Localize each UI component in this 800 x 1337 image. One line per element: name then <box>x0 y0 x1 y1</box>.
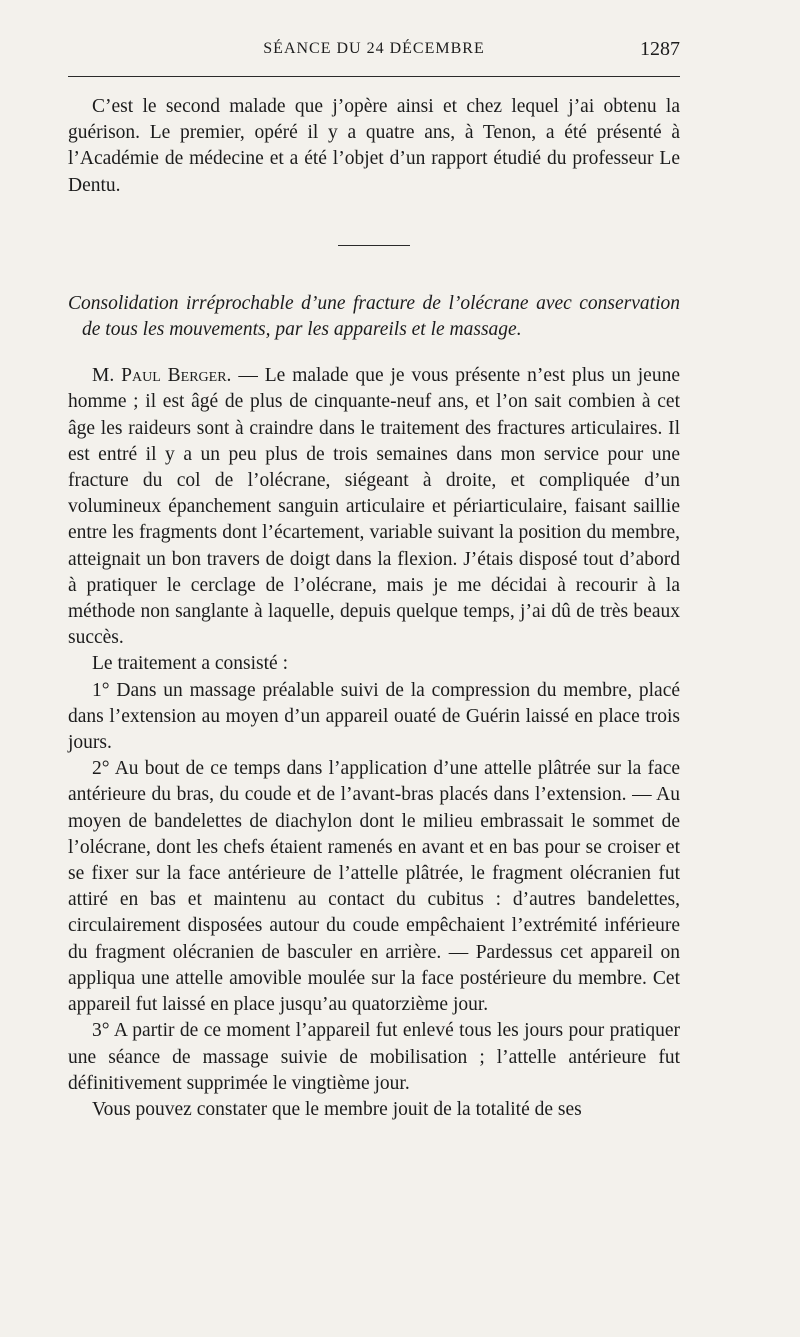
page-number: 1287 <box>640 38 680 60</box>
section-title: Consolidation irréprochable d’une fracture de l’olécrane avec conservation de tous les mouvements, par les appareils et le massage. <box>68 292 680 341</box>
paragraph-1 <box>68 363 680 651</box>
intro-paragraph: C’est le second malade que j’opère ainsi et chez lequel j’ai obtenu la guérison. Le premier, opéré il y a quatre ans, à Tenon, a été présenté à l’Académie de médecine et a été l’objet d’un rapport étudié du professeur Le Dentu. <box>68 96 680 196</box>
paragraph-5: 3° A partir de ce moment l’appareil fut enlevé tous les jours pour pratiquer une séance de massage suivie de mobilisation ; l’attelle antérieure fut définitivement supprimée le vingtième jour. <box>68 1020 680 1094</box>
page-header <box>68 40 680 68</box>
running-title: SÉANCE DU 24 DÉCEMBRE <box>263 40 485 57</box>
paragraph-2: Le traitement a consisté : <box>92 653 289 675</box>
header-rule <box>68 76 680 77</box>
section-separator <box>338 245 410 246</box>
author-name: M. Paul Berger. <box>92 365 232 387</box>
paragraph-4: 2° Au bout de ce temps dans l’application d’une attelle plâtrée sur la face antérieure du bras, du coude et de l’avant-bras placés dans l’extension. — Au moyen de bandelettes de diachylon dont le milieu embrassait le sommet de l’olécrane, dont les chefs étaient ramenés en avant et en bas pour se croiser et se fixer sur la face antérieure de l’attelle plâtrée, le fragment olécranien fut attiré en bas et maintenu au contact du cubitus : d’autres bandelettes, circulairement disposées autour du coude empêchaient l’extrémité inférieure du fragment olécranien de basculer en arrière. — Pardessus cet appareil on appliqua une attelle amovible moulée sur la face postérieure du membre. Cet appareil fut laissé en place jusqu’au quatorzième jour. <box>68 758 680 1016</box>
paragraph-1-text: — Le malade que je vous présente n’est plus un jeune homme ; il est âgé de plus de cinquante-neuf ans, et l’on sait combien à cet âge les raideurs sont à craindre dans le traitement des fractures articulaires. Il est entré il y a un peu plus de trois semaines dans mon service pour une fracture du col de l’olécrane, siégeant à droite, et compliquée d’un volumineux épanchement sanguin articulaire et périarticulaire, faisant saillie entre les fragments dont l’écartement, variable suivant la position du membre, atteignait un bon travers de doigt dans la flexion. J’étais disposé tout d’abord à pratiquer le cerclage de l’olécrane, mais je me décidai à recourir à la méthode non sanglante à laquelle, depuis quelque temps, j’ai dû de très beaux succès. <box>68 365 680 649</box>
body-text <box>68 94 680 1123</box>
paragraph-6: Vous pouvez constater que le membre jouit de la totalité de ses <box>92 1098 582 1120</box>
paragraph-3: 1° Dans un massage préalable suivi de la compression du membre, placé dans l’extension au moyen d’un appareil ouaté de Guérin laissé en place trois jours. <box>68 679 680 754</box>
